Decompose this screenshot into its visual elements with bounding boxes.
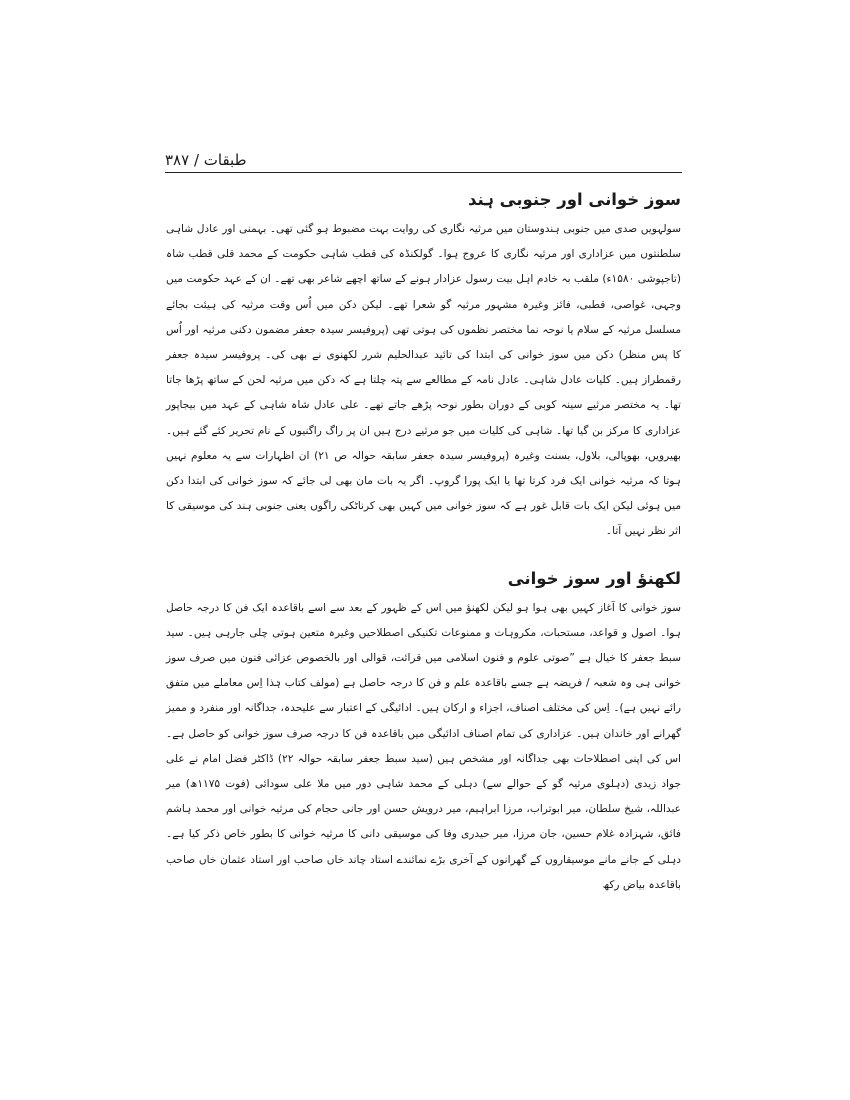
section-lucknow <box>166 565 681 898</box>
section-paragraph: سولہویں صدی میں جنوبی ہندوستان میں مرثیہ نگاری کی روایت بہت مضبوط ہو گئی تھی۔ بہمنی اور عادل شاہی سلطنتوں میں عزاداری اور مرثیہ نگاری کا عروج ہوا۔ گولکنڈہ کی قطب شاہی حکومت کے محمد قلی قطب شاہ (تاجپوشی ۱۵۸۰ء) ملقب بہ خادم اہل بیت رسول عزادار ہونے کے ساتھ اچھے شاعر بھی تھے۔ ان کے عہد حکومت میں وجہی، غواصی، قطبی، فائز وغیرہ مشہور مرثیہ گو شعرا تھے۔ لیکن دکن میں اُس وقت مرثیہ کی ہیئت بجائے مسلسل مرثیہ کے سلام یا نوحہ نما مختصر نظموں کی ہوتی تھی (پروفیسر سیدہ جعفر مضمون دکنی مرثیہ اور اُس کا پس منظر) دکن میں سوز خوانی کی ابتدا کی تائید عبدالحلیم شرر لکھنوی نے بھی کی۔ پروفیسر سیدہ جعفر رقمطراز ہیں۔ کلیات عادل شاہی۔ عادل نامہ کے مطالعے سے پتہ چلتا ہے کہ دکن میں مرثیہ لحن کے ساتھ پڑھا جاتا تھا۔ یہ مختصر مرثیے سینہ کوبی کے دوران بطور نوحہ پڑھے جاتے تھے۔ علی عادل شاہ شاہی کے عہد میں بیجاپور عزاداری کا مرکز بن گیا تھا۔ شاہی کی کلیات میں جو مرثیے درج ہیں ان پر راگ راگنیوں کے نام تحریر کئے گئے ہیں۔ بھیرویں، بھوپالی، بلاول، بسنت وغیرہ (پروفیسر سیدہ جعفر سابقہ حوالہ ص ۲۱) ان اظہارات سے یہ معلوم نہیں ہوتا کہ مرثیہ خوانی ایک فرد کرتا تھا یا ایک پورا گروپ۔ اگر یہ بات مان بھی لی جائے کہ سوز خوانی کی ابتدا دکن میں ہوئی لیکن ایک بات قابل غور ہے کہ سوز خوانی میں کہیں بھی کرناٹکی راگوں یعنی جنوبی ہند کی موسیقی کا اثر نظر نہیں آتا۔ <box>166 223 682 538</box>
section-heading: سوز خوانی اور جنوبی ہند <box>467 190 681 209</box>
page-number: طبقات / ۳۸۷ <box>165 151 247 169</box>
section-paragraph: سوز خوانی کا آغاز کہیں بھی ہوا ہو لیکن لکھنؤ میں اس کے ظہور کے بعد سے اسے باقاعدہ ایک فن کا درجہ حاصل ہوا۔ اصول و قواعد، مستحبات، مکروہات و ممنوعات تکنیکی اصطلاحیں وغیرہ متعین ہوتی چلی جارہی ہیں۔ سید سبط جعفر کا خیال ہے ”صوتی علوم و فنون اسلامی میں قرائت، قوالی اور بالخصوص عزائی فنون میں صرف سوز خوانی ہی وہ شعبہ / فریضہ ہے جسے باقاعدہ علم و فن کا درجہ حاصل ہے (مولف کتاب ہٰذا اِس معاملے میں متفق رائے نہیں ہے)۔ اِس کی مختلف اصناف، اجزاء و ارکان ہیں۔ ادائیگی کے اعتبار سے علیحدہ، جداگانہ اور منفرد و ممیز گھرانے اور خاندان ہیں۔ عزاداری کی تمام اصناف ادائیگی میں باقاعدہ فن کا درجہ صرف سوز خوانی کو حاصل ہے۔ اس کی اپنی اصطلاحات بھی جداگانہ اور مشخص ہیں (سید سبط جعفر سابقہ حوالہ ۲۲) ڈاکٹر فضل امام نے علی جواد زیدی (دہلوی مرثیہ گو کے حوالے سے) دہلی کے محمد شاہی دور میں ملا علی سودائی (فوت ۱۱۷۵ھ) میر عبداللہ، شیخ سلطان، میر ابوتراب، مرزا ابراہیم، میر درویش حسن اور جانی حجام کی مرثیہ خوانی اور محمد ہاشم فائق، شہزادہ غلام حسین، جان مرزا، میر حیدری وفا کی موسیقی دانی کا مرثیہ خوانی کا بطور خاص ذکر کیا ہے۔ دہلی کے جانے مانے موسیقاروں کے گھرانوں کے آخری بڑے نمائندے استاد چاند خاں صاحب اور استاد عثمان خاں صاحب باقاعدہ بیاض رکھ <box>166 601 681 891</box>
page-content <box>166 186 681 898</box>
section-spacer <box>166 545 681 565</box>
section-south-india <box>166 186 681 545</box>
running-header <box>165 148 682 173</box>
section-heading: لکھنؤ اور سوز خوانی <box>507 568 681 588</box>
